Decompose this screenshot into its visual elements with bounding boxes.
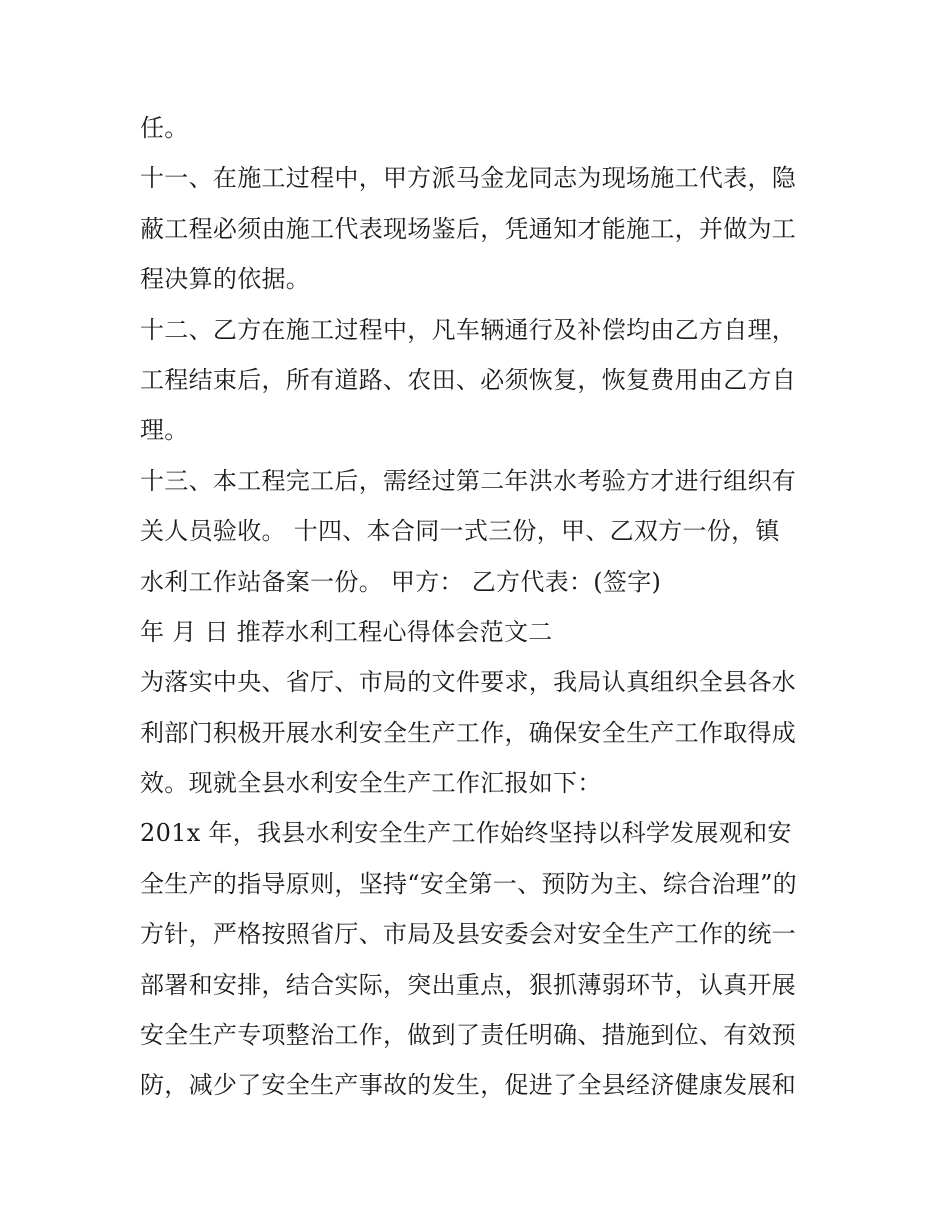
text-line: 部署和安排，结合实际，突出重点，狠抓薄弱环节，认真开展 [140, 970, 797, 999]
text-line: 蔽工程必须由施工代表现场鉴后，凭通知才能施工，并做为工 [140, 214, 797, 243]
text-line: 十二、乙方在施工过程中，凡车辆通行及补偿均由乙方自理， [140, 315, 797, 344]
text-line: 利部门积极开展水利安全生产工作，确保安全生产工作取得成 [140, 718, 797, 747]
text-line: 为落实中央、省厅、市局的文件要求，我局认真组织全县各水 [140, 668, 797, 697]
text-line: 年 月 日 推荐水利工程心得体会范文二 [140, 617, 553, 646]
text-line: 安全生产专项整治工作，做到了责任明确、措施到位、有效预 [140, 1021, 797, 1050]
text-line: 201x 年，我县水利安全生产工作始终坚持以科学发展观和安 [140, 819, 792, 848]
text-line: 程决算的依据。 [140, 265, 311, 294]
text-line: 水利工作站备案一份。 甲方： 乙方代表：(签字) [140, 567, 662, 596]
text-line: 任。 [140, 114, 189, 142]
text-line: 十一、在施工过程中，甲方派马金龙同志为现场施工代表，隐 [140, 164, 797, 193]
text-line: 防，减少了安全生产事故的发生，促进了全县经济健康发展和 [140, 1071, 797, 1100]
text-line: 方针，严格按照省厅、市局及县安委会对安全生产工作的统一 [140, 920, 797, 949]
text-line: 理。 [140, 416, 189, 445]
text-line: 工程结束后，所有道路、农田、必须恢复，恢复费用由乙方自 [140, 365, 797, 394]
text-line: 全生产的指导原则，坚持“安全第一、预防为主、综合治理”的 [140, 869, 797, 898]
text-line: 效。现就全县水利安全生产工作汇报如下： [140, 769, 602, 798]
text-line: 十三、本工程完工后，需经过第二年洪水考验方才进行组织有 [140, 466, 797, 495]
body-text [140, 103, 820, 1111]
text-line: 关人员验收。 十四、本合同一式三份，甲、乙双方一份，镇 [140, 517, 780, 546]
